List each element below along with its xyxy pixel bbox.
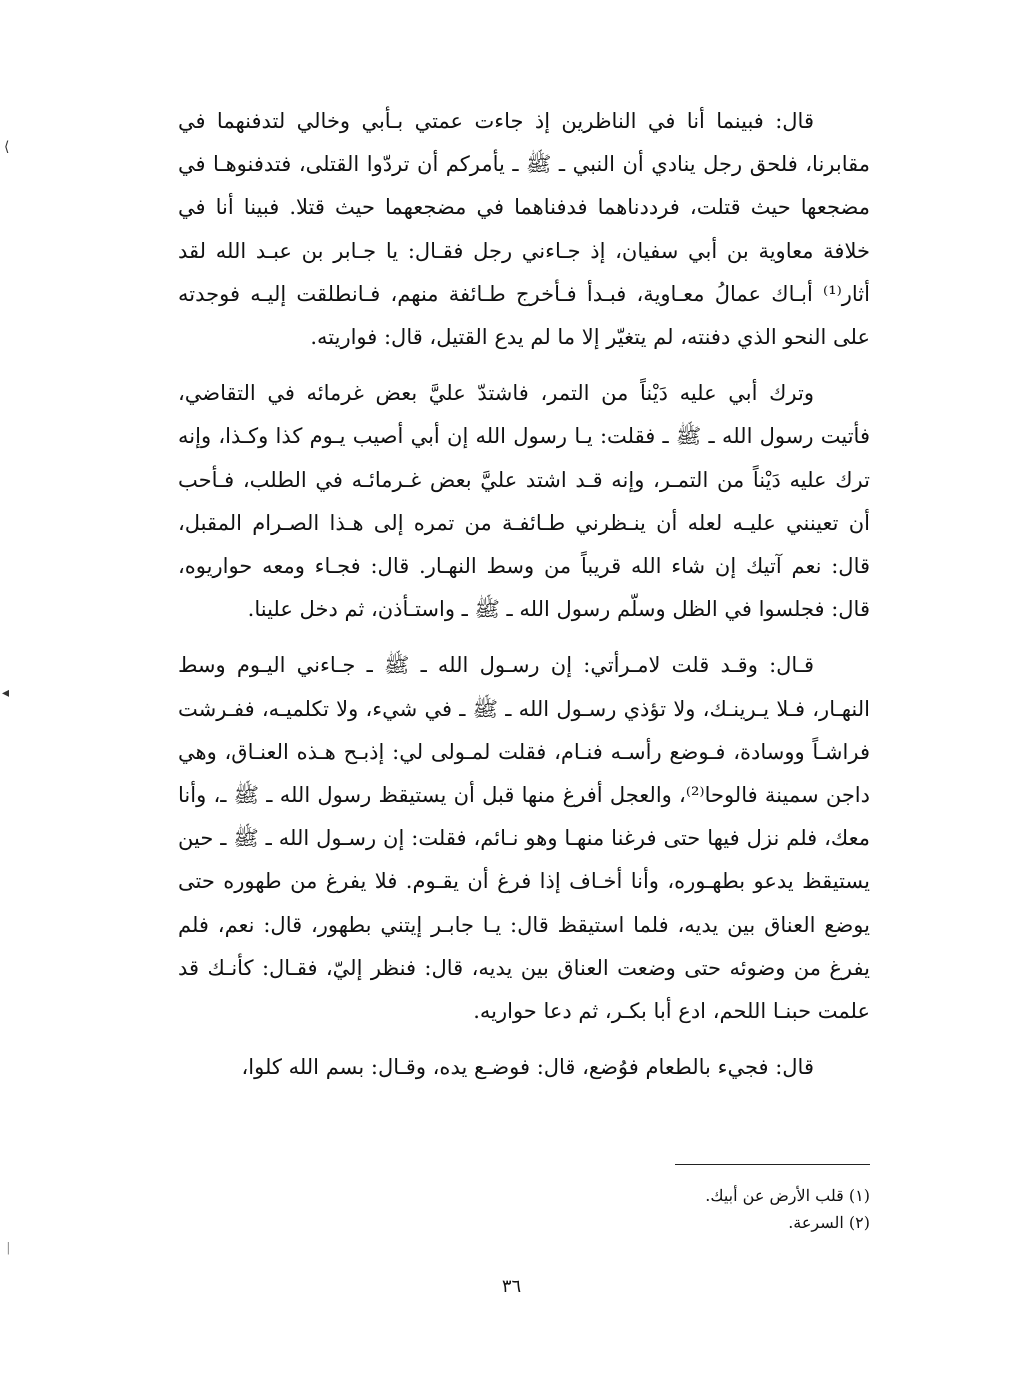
paragraph-4: قال: فجيء بالطعام فوُضع، قال: فوضـع يده، وقـال: بسم الله كلوا،	[241, 1055, 814, 1080]
footnote-separator	[675, 1164, 870, 1165]
scan-margin-mark-icon: ◂	[2, 685, 10, 701]
main-text	[178, 100, 870, 1102]
paragraph-1: قال: فبينما أنا في الناظرين إذ جاءت عمتي بـأبي وخالي لتدفنهما في مقابرنا، فلحق رجل ينادي أن النبي ـ ﷺ ـ يأمركم أن تردّوا القتلى، فتدفنوهـا في مضجعها حيث قتلت، فرددناهما فدفناهما في مضجعهما حيث قتلا. فبينا أنا في خلافة معاوية بن أبي سفيان، إذ جـاءني رجل فقـال: يا جـابر بن عبـد الله لقد أثار⁽¹⁾ أبـاك عمالُ معـاوية، فبـدأ فـأخرج طـائفة منهم، فـانطلقت إليـه فوجدته على النحو الذي دفنته، لم يتغيّر إلا ما لم يدع القتيل، قال: فواريته.	[178, 109, 870, 350]
paragraph-2: وترك أبي عليه دَيْناً من التمر، فاشتدّ عليَّ بعض غرمائه في التقاضي، فأتيت رسول الله ـ ﷺ ـ فقلت: يـا رسول الله إن أبي أصيب يـوم كذا وكـذا، وإنه ترك عليه دَيْناً من التمـر، وإنه قـد اشتد عليَّ بعض غـرمائـه في الطلب، فـأحب أن تعينني عليـه لعله أن ينـظرني طـائفـة من تمره إلى هـذا الصـرام المقبل، قال: نعم آتيك إن شاء الله قريباً من وسط النهـار. قال: فجـاء ومعه حواريوه، قال: فجلسوا في الظل وسلّم رسول الله ـ ﷺ ـ واستـأذن، ثم دخل علينا.	[178, 381, 870, 622]
footnote-2: (٢) السرعة.	[788, 1213, 870, 1232]
footnote-1: (١) قلب الأرض عن أبيك.	[705, 1186, 870, 1205]
paragraph-3: قـال: وقـد قلت لامـرأتي: إن رسـول الله ـ ﷺ ـ جـاءني اليـوم وسط النهـار، فـلا يـرينـك، ولا تؤذي رسـول الله ـ ﷺ ـ في شيء، ولا تكلميـه، ففـرشت فراشـاً ووسادة، فـوضع رأسـه فنـام، فقلت لمـولى لي: إذبـح هـذه العنـاق، وهي داجن سمينة فالوحا⁽²⁾، والعجل أفرغ منها قبل أن يستيقظ رسول الله ـ ﷺ ـ، وأنا معك، فلم نزل فيها حتى فرغنا منهـا وهو نـائم، فقلت: إن رسـول الله ـ ﷺ ـ حين يستيقظ يدعو بطهـوره، وأنا أخـاف إذا فرغ أن يقـوم. فلا يفرغ من طهوره حتى يوضع العناق بين يديه، فلما استيقظ قال: يـا جابـر إيتني بطهور، قال: نعم، فلم يفرغ من وضوئه حتى وضعت العناق بين يديه، قال: فنظر إليّ، فقـال: كأنـك قد علمت حبنـا اللحم، ادع أبا بكـر، ثم دعا حواريه.	[178, 653, 870, 1024]
page-number: ٣٦	[501, 1276, 522, 1297]
scan-margin-mark-icon: ⟨	[4, 139, 10, 155]
footnotes	[470, 1182, 870, 1236]
scan-margin-mark-icon: ᛁ	[4, 1241, 13, 1257]
